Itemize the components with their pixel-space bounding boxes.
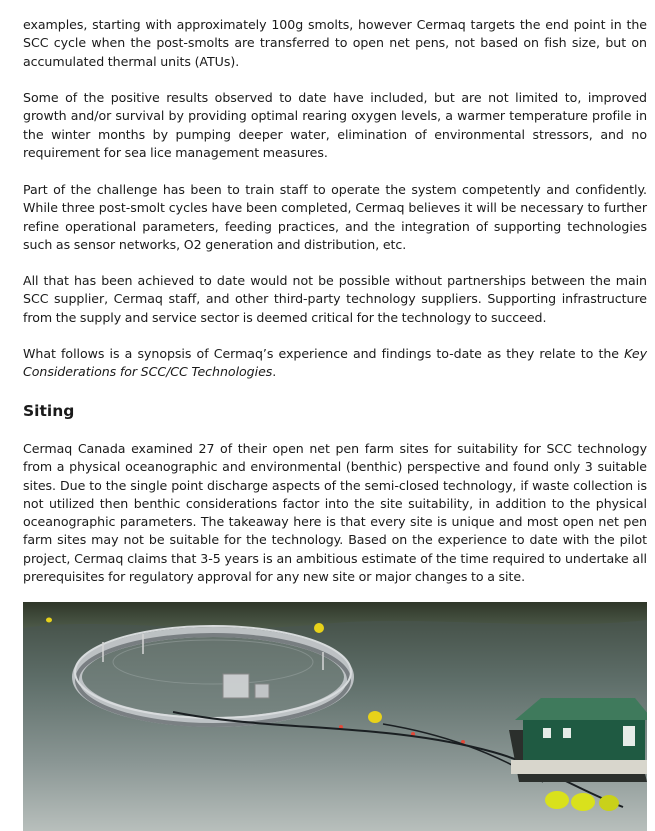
paragraph-siting: Cermaq Canada examined 27 of their open net pen farm sites for suitability for SCC technology from a physical oceanographic and environmental (benthic) perspective and found only 3 suitable sites. Due to the single point discharge aspects of the semi-closed technology, if waste collection is not utilized then benthic considerations factor into the site suitability, in addition to the physical oceanographic parameters. The takeaway here is that every site is unique and most open net pen farm sites may not be suitable for the technology. Based on the experience to date with the pilot project, Cermaq claims that 3-5 years is an ambitious estimate of the time required to undertake all prerequisites for regulatory approval for any new site or major changes to a site. [23, 441, 647, 585]
paragraph-positive-results: Some of the positive results observed to date have included, but are not limited to, improved growth and/or survival by providing optimal rearing oxygen levels, a warmer temperature profile in the winter months by pumping deeper water, elimination of environmental stressors, and no requirement for sea lice management measures. [23, 90, 647, 160]
paragraph-challenge: Part of the challenge has been to train staff to operate the system competently and confidently. While three post-smolt cycles have been completed, Cermaq believes it will be necessary to further refine operational parameters, feeding practices, and the integration of supporting technologies such as sensor networks, O2 generation and distribution, etc. [23, 182, 647, 252]
paragraph-partnerships: All that has been achieved to date would not be possible without partnerships between the main SCC supplier, Cermaq staff, and other third-party technology suppliers. Supporting infrastructure from the supply and service sector is deemed critical for the technology to succeed. [23, 273, 647, 325]
aquaculture-pen-photo [23, 602, 647, 831]
paragraph-synopsis [23, 345, 647, 382]
floating-house [509, 698, 647, 782]
synopsis-italic-title: Key Considerations for SCC/CC Technologies [23, 346, 647, 380]
synopsis-period: . [272, 364, 277, 380]
section-heading-siting: Siting [23, 402, 75, 420]
synopsis-text: What follows is a synopsis of Cermaq’s experience and findings to-date as they relate to the [23, 346, 625, 361]
net-pen-ring [75, 626, 351, 725]
paragraph-atus: examples, starting with approximately 100g smolts, however Cermaq targets the end point in the SCC cycle when the post-smolts are transferred to open net pens, not based on fish size, but on accumulated thermal units (ATUs). [23, 17, 647, 69]
